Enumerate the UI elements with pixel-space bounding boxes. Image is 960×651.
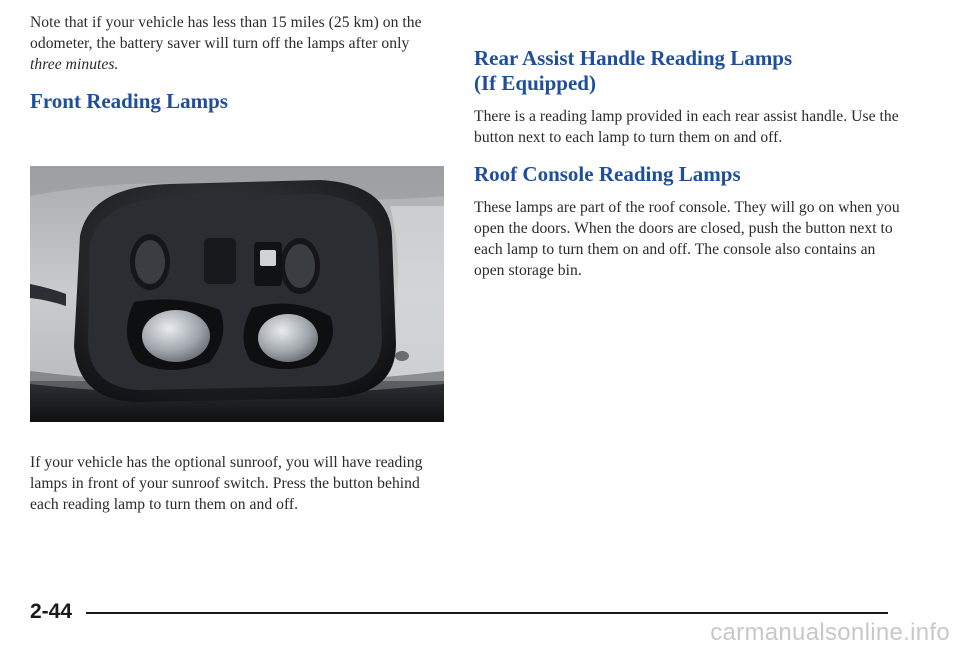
rear-assist-handle-heading-line2: (If Equipped): [474, 71, 596, 95]
watermark-text: carmanualsonline.info: [710, 619, 950, 646]
roof-console-paragraph: These lamps are part of the roof console. They will go on when you open the doors. When the doors are closed, push the button next to each lamp to turn them on and off. The console also contains an open storage bin.: [474, 199, 900, 279]
three-minutes-emphasis: three minutes.: [30, 56, 119, 73]
rear-assist-handle-heading: [474, 46, 904, 96]
battery-saver-note: [30, 12, 440, 75]
roof-console-heading: Roof Console Reading Lamps: [474, 162, 741, 186]
page-number: 2-44: [30, 600, 73, 623]
front-reading-lamps-heading: Front Reading Lamps: [30, 89, 228, 113]
left-column: [30, 12, 440, 114]
front-reading-lamp-photo: [30, 166, 444, 422]
reading-lamp-console-illustration: [30, 166, 444, 422]
rear-assist-handle-heading-line1: Rear Assist Handle Reading Lamps: [474, 46, 793, 70]
right-column: [474, 46, 904, 281]
rear-assist-handle-paragraph: There is a reading lamp provided in each rear assist handle. Use the button next to each lamp to turn them on and off.: [474, 108, 899, 146]
sunroof-reading-lamp-paragraph: If your vehicle has the optional sunroof, you will have reading lamps in front of your sunroof switch. Press the button behind each reading lamp to turn them on and off.: [30, 454, 423, 513]
battery-saver-note-text: Note that if your vehicle has less than 15 miles (25 km) on the odometer, the battery saver will turn off the lamps after only: [30, 14, 422, 52]
footer-rule: [86, 612, 888, 614]
sunroof-reading-lamp-text-block: [30, 452, 440, 515]
